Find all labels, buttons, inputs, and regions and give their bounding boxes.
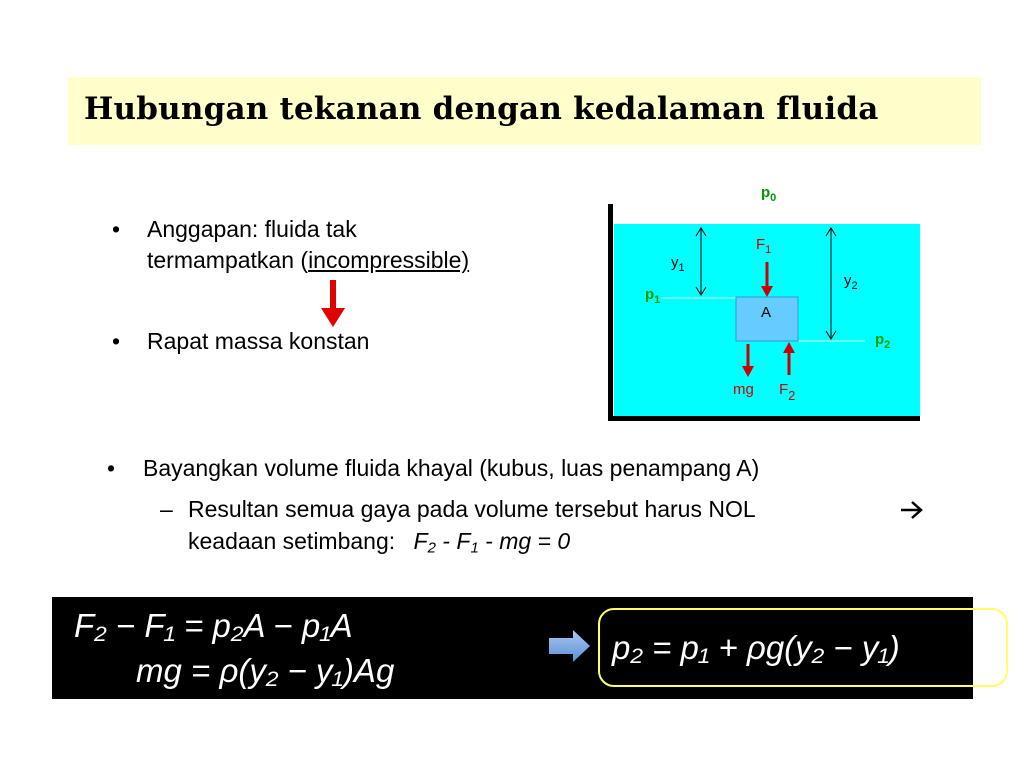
sub-bullet-resultant-line1: Resultan semua gaya pada volume tersebut harus NOL [188,496,756,522]
label-mg: mg [733,381,754,398]
sub-bullet-resultant-line2 [188,526,570,564]
bullet-imaginary-volume-text: Bayangkan volume fluida khayal (kubus, luas penampang A) [143,455,760,481]
formula-line-forces: F₂ − F₁ = p₂A − p₁A [74,607,353,644]
equilibrium-equation: $F_2 - F_1$ - mg = 0 [413,528,571,557]
bullet-dot: • [112,328,121,354]
slide-title: Hubungan tekanan dengan kedalaman fluida [84,91,879,127]
implies-arrow-icon [900,500,924,520]
dash-icon: – [160,496,173,522]
formula-box [52,597,973,699]
right-arrow-icon [549,630,591,662]
bullet-dot: • [112,216,121,242]
title-box [68,77,981,145]
label-A: A [761,304,772,321]
fluid-container-diagram [600,176,920,436]
formula-line-weight: mg = ρ(y₂ − y₁)Ag [136,652,395,689]
label-p2: $p_2$ [875,331,891,351]
label-p0: $p_0$ [761,184,777,204]
incompressible-term: incompressible) [308,247,470,273]
result-formula-box [598,608,1008,687]
bullet-density-text: Rapat massa konstan [147,328,370,354]
label-y1: $y_1$ [671,254,685,274]
label-F2: F2 [779,381,796,403]
bullet-assumption-prefix: termampatkan ( [147,247,309,273]
down-arrow-icon [318,280,348,328]
label-p1: $p_1$ [645,286,661,306]
equilibrium-label: keadaan setimbang: [188,528,396,554]
label-y2: $y_2$ [844,272,858,292]
bullet-assumption-line1: Anggapan: fluida tak [147,216,357,242]
container-left-wall [608,204,613,420]
result-formula: p₂ = p₁ + ρg(y₂ − y₁) [612,629,900,666]
label-F1: $F_1$ [756,236,772,256]
bullet-assumption-line2 [147,245,469,276]
bullet-dot: • [107,455,116,481]
container-bottom [608,416,920,421]
